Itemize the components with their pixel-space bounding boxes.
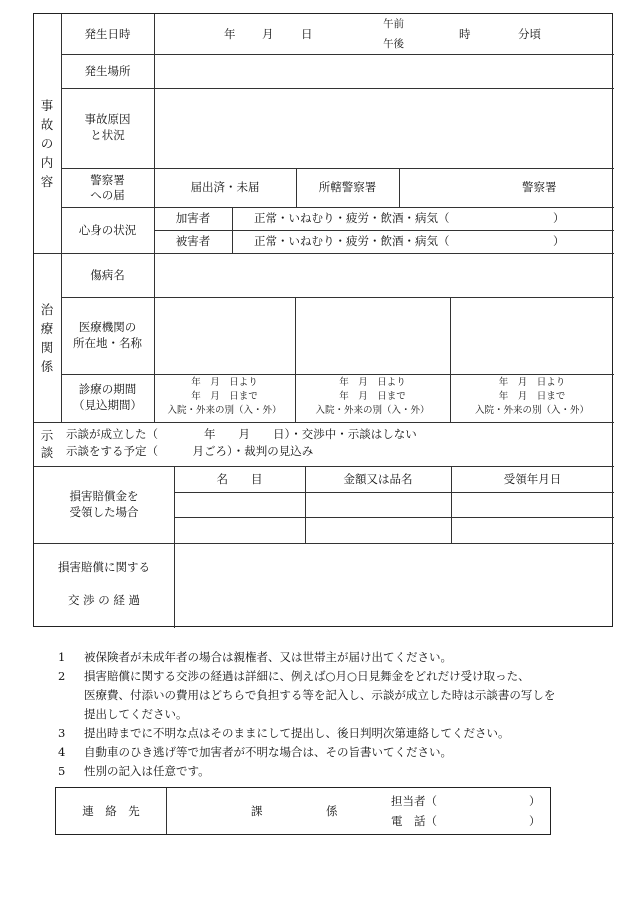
note-number: 5 [58,764,66,778]
note-item [58,743,618,762]
condition-close-offender: ） [553,211,565,225]
institution-label-line1: 医療機関の [78,320,137,334]
period-to: 年 月 日まで [339,391,406,402]
period-from: 年 月 日より [191,377,258,388]
period-type: 入院・外来の別（入・外） [167,405,282,416]
note-item [58,724,618,743]
col-divider [399,168,400,207]
note-item [58,686,618,705]
datetime-label: 発生日時 [84,27,131,41]
place-label: 発生場所 [84,64,131,78]
row-divider [174,492,614,493]
injury-label: 傷病名 [90,268,125,282]
notes-list [58,648,618,781]
period-to: 年 月 日まで [498,391,566,402]
contact-phone-label: 電 話（ [391,814,437,828]
section-divider [34,422,614,423]
note-text: 提出してください。 [84,707,188,721]
condition-close-victim: ） [553,234,565,248]
negotiation-label-line1: 損害賠償に関する [58,560,150,574]
compensation-header-item: 名 目 [216,472,263,486]
datetime-pm: 午後 [383,38,404,50]
row-divider [61,168,614,169]
note-number: 4 [58,745,66,759]
note-item [58,705,618,724]
period-label-line1: 診療の期間 [78,382,137,396]
condition-role-victim: 被害者 [175,234,211,248]
datetime-day: 日 [301,27,313,41]
datetime-am: 午前 [383,18,404,30]
datetime-minute: 分頃 [518,27,541,41]
col-divider [166,788,167,834]
contact-phone-close: ） [529,814,541,828]
section-divider [34,543,614,544]
period-to: 年 月 日まで [191,391,258,402]
period-from: 年 月 日より [339,377,406,388]
col-divider [232,207,233,253]
institution-label-line2: 所在地・名称 [73,336,142,350]
note-number: 3 [58,726,66,740]
period-from: 年 月 日より [498,377,566,388]
note-text: 被保険者が未成年者の場合は親権者、又は世帯主が届け出てください。 [84,650,452,664]
period-type: 入院・外来の別（入・外） [474,405,589,416]
police-label-line1: 警察署 [90,173,125,187]
note-item [58,667,618,686]
datetime-month: 月 [262,27,274,41]
condition-options-victim: 正常・いねむり・疲労・飲酒・病気（ [254,234,450,248]
note-text: 自動車のひき逃げ等で加害者が不明な場合は、その旨書いてください。 [84,745,452,759]
contact-person-close: ） [529,794,541,808]
settlement-line2: 示談をする予定（ 月ごろ）・裁判の見込み [66,444,314,458]
col-divider [295,297,296,422]
cause-label-line1: 事故原因 [84,112,131,126]
cause-label-line2: と状況 [90,128,125,142]
negotiation-label-line2: 交 渉 の 経 過 [67,593,141,607]
row-divider [174,517,614,518]
police-station-suffix: 警察署 [522,180,557,194]
contact-person-label: 担当者（ [391,794,437,808]
accident-report-form [33,13,613,627]
row-divider [61,54,614,55]
compensation-header-date: 受領年月日 [503,472,562,486]
note-item [58,762,618,781]
note-text: 提出時までに不明な点はそのままにして提出し、後日判明次第連絡してください。 [84,726,510,740]
period-type: 入院・外来の別（入・外） [315,405,430,416]
note-text: 医療費、付添いの費用はどちらで負担する等を記入し、示談が成立した時は示談書の写しを [84,688,556,702]
condition-role-offender: 加害者 [175,211,211,225]
settlement-line1: 示談が成立した（ 年 月 日）・交渉中・示談はしない [66,427,417,441]
section-label-settlement: 示談 [40,428,54,460]
datetime-hour: 時 [459,27,471,41]
datetime-year: 年 [224,27,236,41]
note-item [58,648,618,667]
section-divider [34,253,614,254]
contact-box [55,787,551,835]
col-divider [174,466,175,628]
police-report-status: 届出済・未届 [190,180,260,194]
row-divider [61,297,614,298]
note-text: 損害賠償に関する交渉の経過は詳細に、例えば○月○日見舞金をどれだけ受け取った、 [84,669,530,683]
compensation-label-line1: 損害賠償金を [69,489,139,503]
condition-label: 心身の状況 [78,223,137,237]
period-label-line2: （見込期間） [73,398,142,412]
row-divider [61,88,614,89]
row-divider [154,230,614,231]
contact-section: 課 [251,804,263,818]
police-label-line2: への届 [90,188,125,202]
section-label-incident: 事故の内容 [40,98,54,189]
row-divider [61,374,614,375]
condition-options-offender: 正常・いねむり・疲労・飲酒・病気（ [254,211,450,225]
contact-label: 連 絡 先 [82,804,140,818]
contact-staff: 係 [326,804,338,818]
note-number: 2 [58,669,66,683]
row-divider [61,207,614,208]
section-divider [34,466,614,467]
section-label-treatment: 治療関係 [40,302,54,374]
compensation-header-amount: 金額又は品名 [343,472,413,486]
col-divider [450,297,451,422]
police-jurisdiction-label: 所轄警察署 [318,180,377,194]
note-number: 1 [58,650,66,664]
note-text: 性別の記入は任意です。 [84,764,210,778]
compensation-label-line2: 受領した場合 [69,505,139,519]
